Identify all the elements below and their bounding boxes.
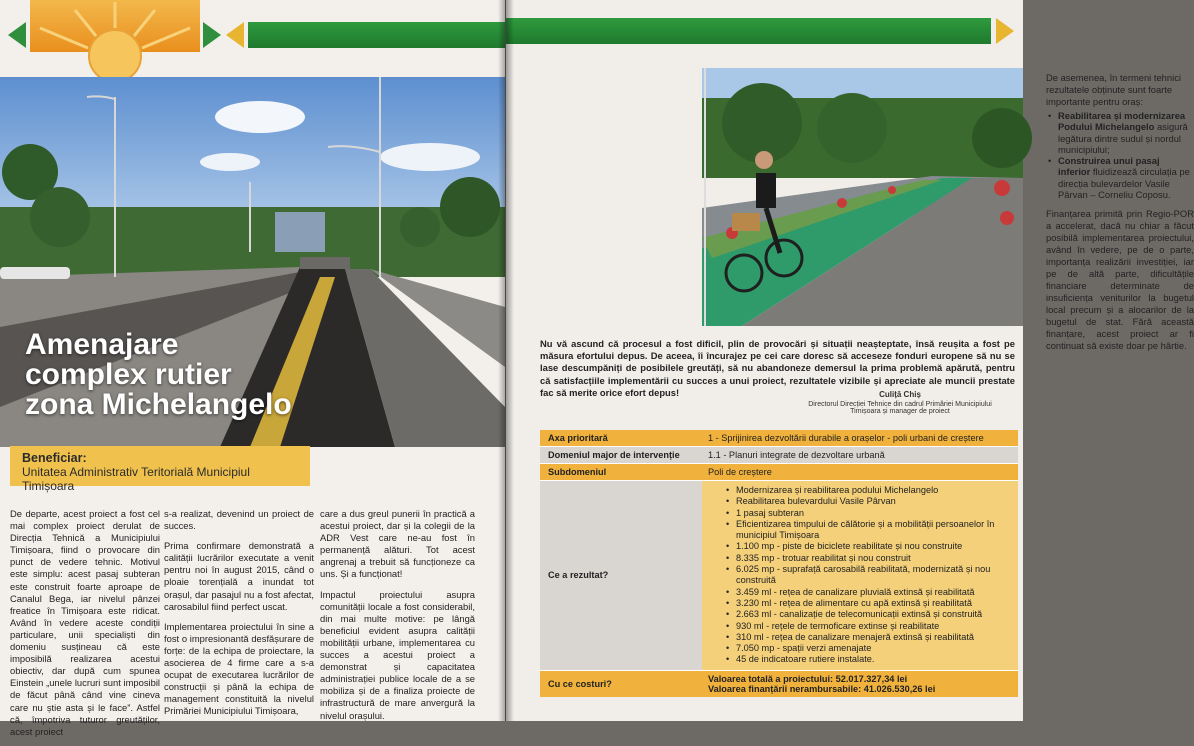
table-row (540, 481, 1018, 671)
results-bullet-list (1046, 110, 1194, 200)
green-band (248, 22, 505, 48)
paragraph: care a dus greul punerii în practică a acestui proiect, dar și la colegii de la ADR Vest care ne-au fost în permanență alături. Tot acest angrenaj a trebuit să funcționeze ca uns. Și a funcționat! (320, 508, 475, 580)
signature-name: Culiță Chiș (879, 390, 921, 399)
intro-paragraph: De asemenea, în termeni tehnici rezultatele obținute sunt foarte importante pentru oraș: (1046, 72, 1181, 107)
result-item: • Modernizarea și reabilitarea podului Michelangelo (724, 485, 1012, 496)
bullet-bold: Reabilitarea și modernizarea Podului Michelangelo (1058, 110, 1186, 133)
left-page (0, 0, 505, 737)
green-arrow-right (203, 22, 221, 48)
paragraph: Impactul proiectului asupra comunității locale a fost considerabil, din mai multe motive: pe lângă beneficiul evident asupra calității mobilității urbane, implementarea cu succes a acestui proiect a demonstrat și capacitatea administrației publice locale de a se mobiliza și de a finaliza proiecte de infrastructură de mare anvergură la nivelul orașului. (320, 588, 475, 721)
result-item: • 2.663 ml - canalizație de telecomunicații extinsă și construită (724, 609, 1012, 620)
cost-label: Cu ce costuri? (540, 671, 702, 697)
results-label: Ce a rezultat? (540, 481, 702, 670)
financing-paragraph: Finanțarea primită prin Regio-POR a accelerat, dacă nu chiar a făcut posibilă implementarea proiectului, având în vedere, pe de o parte, importanța realizării investiției, iar pe de altă parte, dificultățile financiare determinate de insuficiența veniturilor la bugetul local precum și a alocarilor de la bugetul de stat. Fără această finanțare, acest proiect ar fi continuat să existe doar pe hârtie. (1046, 208, 1194, 351)
cost-grant (708, 684, 1012, 694)
beneficiary-name: Unitatea Administrativ Teritorială Municipiul Timișoara (22, 465, 250, 493)
result-item: • 3.459 ml - rețea de canalizare pluvială extinsă și reabilitată (724, 587, 1012, 598)
table-row (540, 464, 1018, 481)
title-line: zona Michelangelo (25, 388, 292, 421)
paragraph: Prima confirmare demonstrată a calității lucrărilor executate a venit pentru noi în august 2015, când o ploaie torențială a inundat tot orașul, dar pasajul nu a fost afectat, carosabilul fiind perfect uscat. (164, 540, 314, 612)
cost-total-label: Valoarea totală a proiectului: (708, 673, 836, 684)
yellow-arrow (226, 22, 246, 48)
green-band (506, 18, 991, 44)
bullet-item (1046, 110, 1194, 155)
title-line: Amenajare (25, 328, 179, 361)
green-arrow-left (8, 22, 26, 48)
bullet-bold: Construirea unui pasaj inferior (1058, 155, 1160, 178)
paragraph: De departe, acest proiect a fost cel mai complex proiect derulat de Direcția Tehnică a Municipiului Timișoara, fiind o provocare din punct de vedere tehnic. Motivul este simplu: acest pasaj subteran este construit foarte aproape de Canalul Bega, iar nivelul pânzei freatice în Timișoara este ridicat. Având în vedere aceste condiții particulare, unii specialiști din domeniu susțineau că este imposibilă realizarea acestui obiectiv, dar după cum spunea Einstein „unele lucruri sunt imposibil de făcut până când vine cineva care nu știe asta și le face”. Astfel că, împotriva tuturor greutăților, acest proiect (10, 508, 160, 737)
domain-value: 1.1 - Planuri integrate de dezvoltare urbană (702, 447, 1018, 463)
subdomain-label: Subdomeniul (540, 464, 702, 480)
project-table (540, 430, 1018, 697)
result-item: • Reabilitarea bulevardului Vasile Pârvan (724, 496, 1012, 507)
closing-paragraph: Nu vă ascund că procesul a fost dificil, plin de provocări și situații neașteptate, însă reușita a fost pe măsura efortului depus. De aceea, îi încurajez pe cei care doresc să acceseze fonduri europene să nu se lase descumpăniți de posibilele greutăți, să nu abandoneze demersul la prima problemă apărută, pentru că satisfacțiile implementării cu succes a unui proiect, rezultatele vizibile și apreciate ale muncii prestate fac să merite orice efort depus! (540, 338, 1015, 398)
results-list (724, 485, 1012, 666)
title-line: complex rutier (25, 358, 232, 391)
result-item: • 7.050 mp - spații verzi amenajate (724, 643, 1012, 654)
text-column-1 (10, 508, 160, 746)
text-column-3 (320, 508, 475, 730)
cost-total (708, 674, 1012, 684)
text-column-2 (164, 508, 314, 726)
result-item: • 6.025 mp - suprafață carosabilă reabilitată, modernizată și nou construită (724, 564, 1012, 587)
beneficiary-label: Beneficiar: (22, 451, 87, 465)
paragraph: Implementarea proiectului în sine a fost o impresionantă desfășurare de forțe: de la echipa de proiectare, la asocierea de 4 firme care a s-a ocupat de executarea lucrărilor de construcții și până la echipa de management constituită la nivelul Primăriei Municipiului Timișoara, (164, 620, 314, 717)
bullet-text: asigură legătura dintre sudul și nordul municipiului; (1058, 121, 1188, 155)
bullet-text: fluidizează circulația pe direcția bulevardelor Vasile Pârvan – Corneliu Coposu. (1058, 166, 1190, 201)
result-item: • 1.100 mp - piste de biciclete reabilitate și nou construite (724, 541, 1012, 552)
results-intro-block (1046, 72, 1194, 200)
result-item: • 45 de indicatoare rutiere instalate. (724, 654, 1012, 665)
table-row (540, 430, 1018, 447)
signature-block (795, 390, 1005, 415)
table-row (540, 447, 1018, 464)
cost-grant-value: 41.026.530,26 lei (863, 683, 936, 694)
result-item: • 1 pasaj subteran (724, 508, 1012, 519)
page-gutter (498, 0, 514, 721)
cost-total-value: 52.017.327,34 lei (835, 673, 908, 684)
subdomain-value: Poli de creștere (702, 464, 1018, 480)
paragraph: s-a realizat, devenind un proiect de succes. (164, 508, 314, 532)
bullet-item (1046, 155, 1194, 200)
result-item: • 3.230 ml - rețea de alimentare cu apă extinsă și reabilitată (724, 598, 1012, 609)
result-item: • Eficientizarea timpului de călătorie și a mobilității persoanelor în municipiul Timișoara (724, 519, 1012, 542)
result-item: • 930 ml - rețele de termoficare extinse și reabilitate (724, 621, 1012, 632)
result-item: • 8.335 mp - trotuar reabilitat și nou construit (724, 553, 1012, 564)
sun-logo (30, 0, 200, 52)
cost-grant-label: Valoarea finanțării nerambursabile: (708, 683, 864, 694)
article-title (25, 330, 292, 420)
table-row (540, 671, 1018, 697)
axis-label: Axa prioritară (540, 430, 702, 446)
results-cell (702, 481, 1018, 670)
result-item: • 310 ml - rețea de canalizare menajeră extinsă și reabilitată (724, 632, 1012, 643)
cyclist-photo (702, 68, 1023, 326)
cost-cell (702, 671, 1018, 697)
signature-role: Directorul Direcției Tehnice din cadrul Primăriei Municipiului Timișoara și manager de proiect (808, 401, 992, 415)
yellow-arrow (996, 18, 1016, 44)
axis-value: 1 - Sprijinirea dezvoltării durabile a orașelor - poli urbani de creștere (702, 430, 1018, 446)
domain-label: Domeniul major de intervenție (540, 447, 702, 463)
beneficiary-box (10, 446, 310, 493)
